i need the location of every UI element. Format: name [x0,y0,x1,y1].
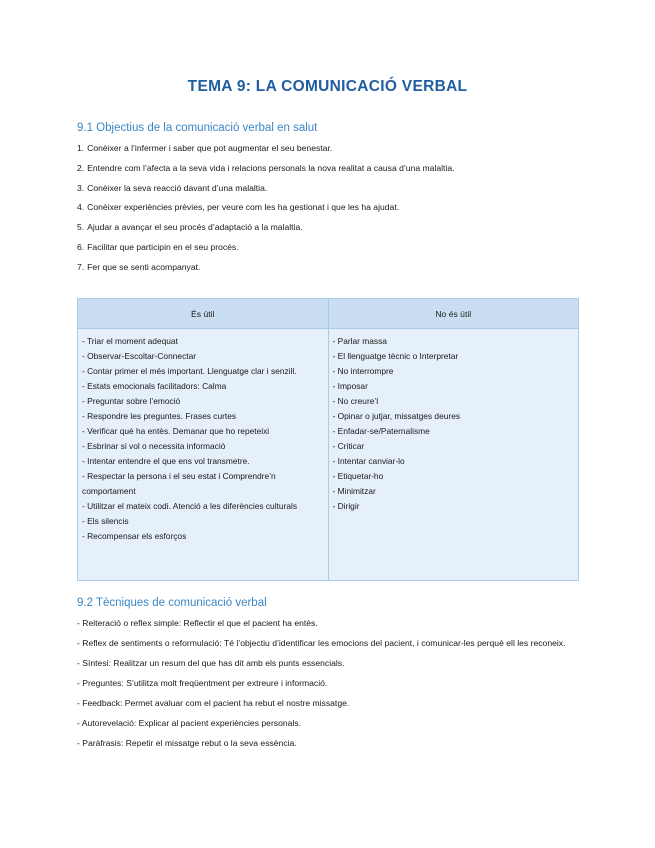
list-item: - Minimitzar [332,486,376,496]
list-item: - Etiquetar-ho [332,471,384,481]
techniques-list [77,613,579,753]
list-item: - Triar el moment adequat [82,336,178,346]
list-item: - Reiteració o reflex simple: Reflectir el que el pacient ha entès. [77,618,318,628]
list-item: - Intentar canviar-lo [332,456,405,466]
list-item: - Estats emocionals facilitadors: Calma [82,381,227,391]
objectives-list [77,139,455,278]
not-useful-list [333,334,575,514]
page-title: TEMA 9: LA COMUNICACIÓ VERBAL [187,78,468,95]
useful-cell [78,329,329,581]
list-item: 6. Facilitar que participin en el seu procés. [77,241,239,252]
list-item: - Verificar què ha entès. Demanar que ho repeteixi [82,426,270,436]
useful-list [82,334,324,544]
list-item: - Respondre les preguntes. Frases curtes [82,411,237,421]
list-item: - Intentar entendre el que ens vol transmetre. [82,456,250,466]
list-item: - Imposar [332,381,368,391]
list-item: - Síntesi: Realitzar un resum del que has dit amb els punts essencials. [77,658,345,668]
list-item: - Preguntar sobre l’emoció [82,396,181,406]
list-item: - Recompensar els esforços [82,531,187,541]
list-item: 5. Ajudar a avançar el seu procés d’adaptació a la malaltia. [77,222,303,233]
list-item: 3. Conèixer la seva reacció davant d’una malaltia. [77,182,268,193]
table-header-not-useful: No és útil [328,299,579,329]
list-item: - Feedback: Permet avaluar com el pacient ha rebut el nostre missatge. [77,698,350,708]
list-item: - Dirigir [332,501,360,511]
list-item: 4. Conèixer experiències prèvies, per veure com les ha gestionat i que les ha ajudat. [77,202,400,213]
list-item: - No creure’l [332,396,379,406]
table-row [78,329,579,581]
list-item: - No interrompre [332,366,394,376]
list-item: - Paràfrasis: Repetir el missatge rebut o la seva essència. [77,738,297,748]
list-item: - Observar-Escoltar-Connectar [82,351,197,361]
table-header-useful: És útil [78,299,329,329]
section-heading-techniques: 9.2 Tècniques de comunicació verbal [77,597,267,609]
list-item: - Autorevelació: Explicar al pacient experiències personals. [77,718,302,728]
list-item: - Parlar massa [332,336,387,346]
not-useful-cell [328,329,579,581]
list-item: - Esbrinar si vol o necessita informació [82,441,226,451]
list-item: 7. Fer que se senti acompanyat. [77,261,201,272]
list-item: - Utilitzar el mateix codi. Atenció a les diferències culturals [82,501,298,511]
useful-vs-not-useful-table [77,298,579,581]
list-item: - Els silencis [82,516,129,526]
list-item: - Preguntes: S’utilitza molt freqüentment per extreure i informació. [77,678,328,688]
list-item: - Respectar la persona i el seu estat i Comprendre’n comportament [82,471,276,496]
list-item: - Enfadar-se/Paternalisme [332,426,430,436]
list-item: - Criticar [332,441,365,451]
list-item: - El llenguatge tècnic o Interpretar [332,351,459,361]
section-heading-objectives: 9.1 Objectius de la comunicació verbal en salut [77,122,318,134]
list-item: - Reflex de sentiments o reformulació: Té l’objectiu d’identificar les emocions del pacient, i comunicar-les perquè ell les reconeix. [77,638,566,648]
list-item: - Contar primer el més important. Llenguatge clar i senzill. [82,366,297,376]
list-item: 2. Entendre com l’afecta a la seva vida i relacions personals la nova realitat a causa d’una malaltia. [77,162,455,173]
list-item: - Opinar o jutjar, missatges deures [332,411,461,421]
list-item: 1. Conèixer a l’infermer i saber que pot augmentar el seu benestar. [77,143,333,153]
